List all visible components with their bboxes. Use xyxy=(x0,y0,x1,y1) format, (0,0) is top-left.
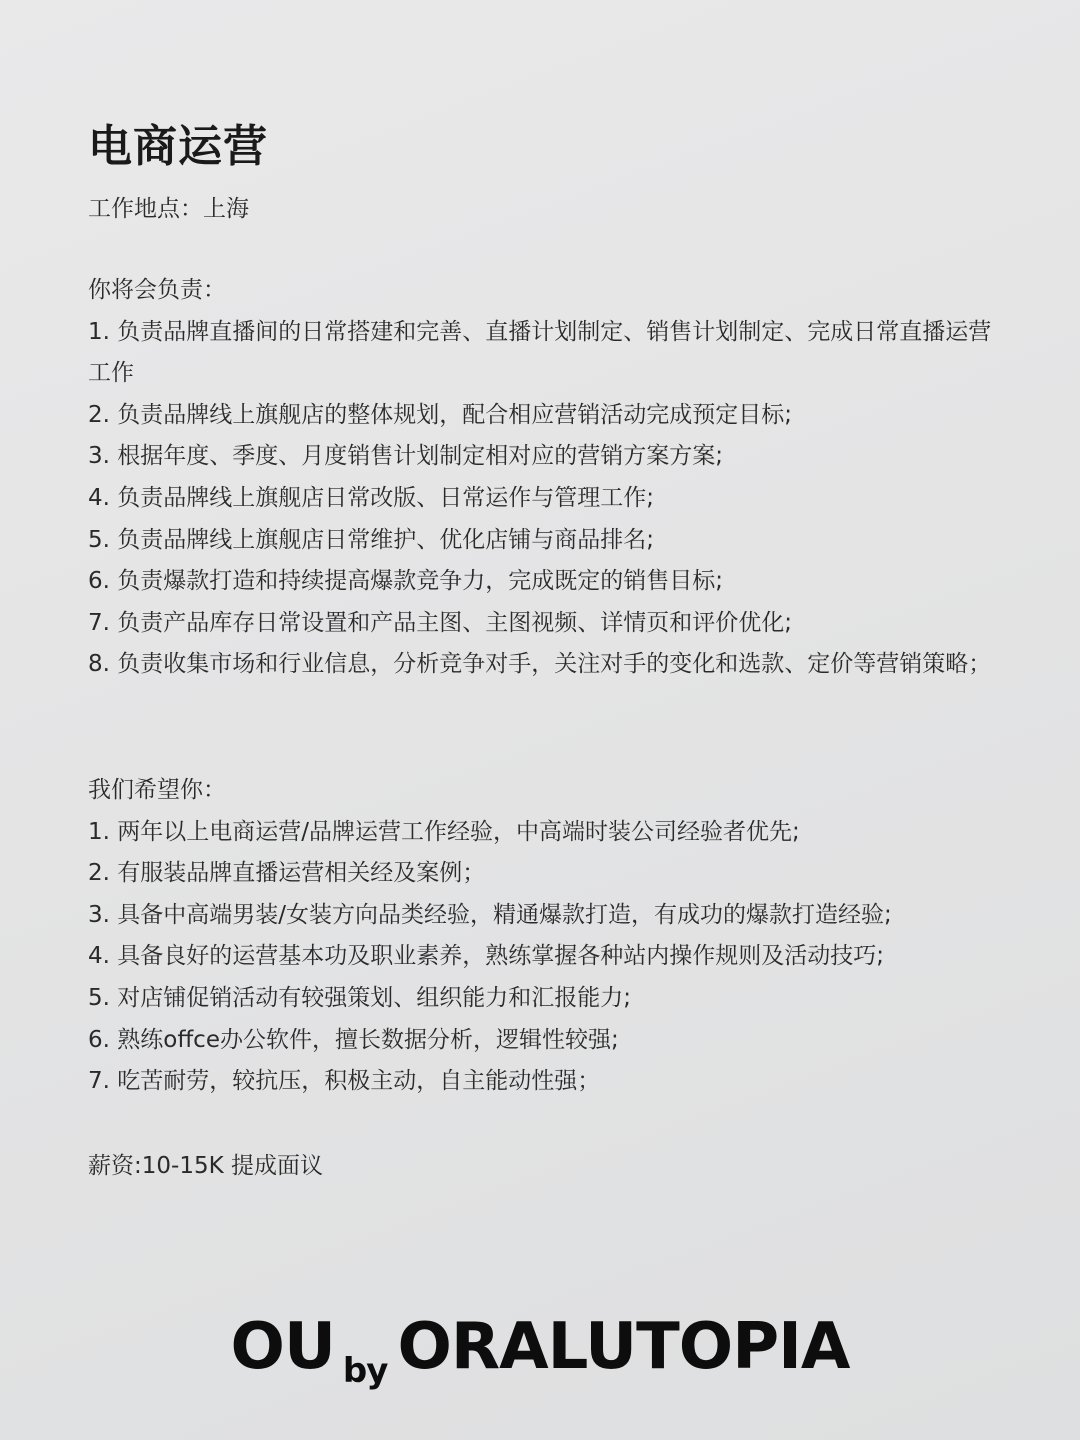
list-item: 3. 根据年度、季度、月度销售计划制定相对应的营销方案方案; xyxy=(88,443,724,470)
list-item: 2. 有服装品牌直播运营相关经及案例； xyxy=(88,860,486,887)
list-item: 6. 熟练offce办公软件，擅长数据分析，逻辑性较强; xyxy=(88,1026,619,1053)
section-heading: 我们希望你： xyxy=(88,777,226,803)
work-location: 工作地点：上海 xyxy=(88,196,249,222)
logo-oralutopia: ORALUTOPIA xyxy=(397,1310,850,1384)
list-item: 1. 负责品牌直播间的日常搭建和完善、直播计划制定、销售计划制定、完成日常直播运营工作 xyxy=(88,318,992,387)
list-item: 3. 具备中高端男装/女装方向品类经验，精通爆款打造，有成功的爆款打造经验; xyxy=(88,901,892,928)
logo-by: by xyxy=(342,1351,388,1391)
brand-logo xyxy=(0,1310,1080,1391)
list-item: 4. 负责品牌线上旗舰店日常改版、日常运作与管理工作; xyxy=(88,484,655,511)
section-heading: 你将会负责： xyxy=(88,277,226,303)
requirements-section xyxy=(88,770,1008,1103)
list-item: 4. 具备良好的运营基本功及职业素养，熟练掌握各种站内操作规则及活动技巧; xyxy=(88,943,885,970)
list-item: 7. 负责产品库存日常设置和产品主图、主图视频、详情页和评价优化; xyxy=(88,609,793,636)
list-item: 1. 两年以上电商运营/品牌运营工作经验，中高端时装公司经验者优先; xyxy=(88,818,800,845)
list-item: 8. 负责收集市场和行业信息，分析竞争对手，关注对手的变化和选款、定价等营销策略； xyxy=(88,651,992,678)
page-title: 电商运营 xyxy=(88,121,268,172)
list-item: 5. 负责品牌线上旗舰店日常维护、优化店铺与商品排名; xyxy=(88,526,655,553)
list-item: 2. 负责品牌线上旗舰店的整体规划，配合相应营销活动完成预定目标; xyxy=(88,401,793,428)
list-item: 5. 对店铺促销活动有较强策划、组织能力和汇报能力; xyxy=(88,984,632,1011)
list-item: 7. 吃苦耐劳，较抗压，积极主动，自主能动性强； xyxy=(88,1068,601,1095)
logo-ou: OU xyxy=(230,1310,335,1384)
list-item: 6. 负责爆款打造和持续提高爆款竞争力，完成既定的销售目标; xyxy=(88,568,724,595)
salary-text: 薪资:10-15K 提成面议 xyxy=(88,1153,323,1179)
responsibilities-section xyxy=(88,270,1008,686)
